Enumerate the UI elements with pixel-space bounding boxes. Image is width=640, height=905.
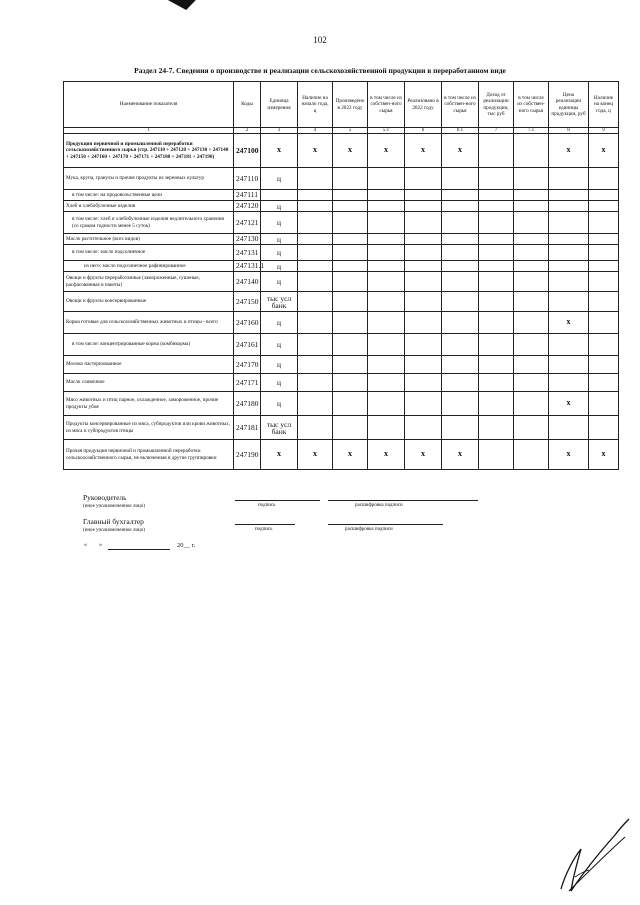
blocked-cell: х xyxy=(405,440,442,470)
input-cell[interactable] xyxy=(549,245,589,261)
header-c6: Реализовано в 2022 году xyxy=(405,82,442,128)
blocked-cell: х xyxy=(589,134,619,168)
column-number: 2 xyxy=(234,128,261,134)
input-cell[interactable] xyxy=(405,168,442,190)
row-code: 247190 xyxy=(234,440,261,470)
table-row xyxy=(64,356,619,374)
table-row xyxy=(64,440,619,470)
input-cell[interactable] xyxy=(405,201,442,212)
corner-mark xyxy=(164,0,196,10)
input-cell[interactable] xyxy=(514,356,549,374)
input-cell[interactable] xyxy=(442,168,479,190)
input-cell[interactable] xyxy=(298,272,333,292)
input-cell[interactable] xyxy=(442,292,479,312)
input-cell[interactable] xyxy=(549,234,589,245)
input-cell[interactable] xyxy=(333,334,368,356)
input-cell[interactable] xyxy=(298,292,333,312)
row-unit: ц xyxy=(261,245,298,261)
header-c9: Наличие на конец года, ц xyxy=(589,82,619,128)
column-number: 3 xyxy=(261,128,298,134)
column-number: 7.1 xyxy=(514,128,549,134)
input-cell[interactable] xyxy=(514,374,549,392)
blocked-cell: х xyxy=(549,392,589,416)
row-unit: ц xyxy=(261,356,298,374)
row-code: 247170 xyxy=(234,356,261,374)
input-cell[interactable] xyxy=(514,312,549,334)
input-cell[interactable] xyxy=(442,374,479,392)
input-cell[interactable] xyxy=(442,312,479,334)
input-cell[interactable] xyxy=(479,134,514,168)
input-cell[interactable] xyxy=(368,234,405,245)
section-table xyxy=(63,81,619,470)
row-code: 247121 xyxy=(234,212,261,234)
input-cell[interactable] xyxy=(333,261,368,272)
input-cell[interactable] xyxy=(368,212,405,234)
input-cell[interactable] xyxy=(333,272,368,292)
column-number: 5.1 xyxy=(368,128,405,134)
table-row xyxy=(64,392,619,416)
header-c5-1: в том числе из собствен-ного сырья xyxy=(368,82,405,128)
input-cell[interactable] xyxy=(405,334,442,356)
table-row xyxy=(64,190,619,201)
input-cell[interactable] xyxy=(589,374,619,392)
accountant-sign-line[interactable] xyxy=(235,524,295,525)
input-cell[interactable] xyxy=(589,392,619,416)
row-code: 247131 xyxy=(234,245,261,261)
input-cell[interactable] xyxy=(298,261,333,272)
header-name: Наименование показателя xyxy=(64,82,234,128)
table-row xyxy=(64,334,619,356)
input-cell[interactable] xyxy=(442,201,479,212)
input-cell[interactable] xyxy=(549,356,589,374)
date-month-line[interactable] xyxy=(108,549,170,550)
input-cell[interactable] xyxy=(549,292,589,312)
row-unit: ц xyxy=(261,392,298,416)
blocked-cell: х xyxy=(333,440,368,470)
column-number: 5 xyxy=(333,128,368,134)
input-cell[interactable] xyxy=(442,416,479,440)
blocked-cell: х xyxy=(333,134,368,168)
row-code: 247181 xyxy=(234,416,261,440)
blocked-cell: х xyxy=(405,134,442,168)
input-cell[interactable] xyxy=(549,261,589,272)
input-cell[interactable] xyxy=(442,392,479,416)
input-cell[interactable] xyxy=(514,190,549,201)
input-cell[interactable] xyxy=(589,245,619,261)
blocked-cell: х xyxy=(549,312,589,334)
input-cell[interactable] xyxy=(589,261,619,272)
input-cell[interactable] xyxy=(333,201,368,212)
input-cell[interactable] xyxy=(298,201,333,212)
input-cell[interactable] xyxy=(405,261,442,272)
row-name: Масло сливочное xyxy=(64,374,234,392)
input-cell[interactable] xyxy=(298,392,333,416)
input-cell[interactable] xyxy=(479,272,514,292)
date-year: 20__ г. xyxy=(177,542,196,549)
header-code: Коды xyxy=(234,82,261,128)
input-cell[interactable] xyxy=(514,440,549,470)
table-row xyxy=(64,201,619,212)
blocked-cell: х xyxy=(549,440,589,470)
input-cell[interactable] xyxy=(333,212,368,234)
header-c6-1: в том числе из собствен-ного сырья xyxy=(442,82,479,128)
input-cell[interactable] xyxy=(549,212,589,234)
input-cell[interactable] xyxy=(368,168,405,190)
input-cell[interactable] xyxy=(442,356,479,374)
table-row xyxy=(64,168,619,190)
row-name: Продукты консервированные из мяса, субпродуктов или крови животных, из мяса и субпродуктов птицы xyxy=(64,416,234,440)
table-row xyxy=(64,272,619,292)
row-code: 247131.1 xyxy=(234,261,261,272)
header-c5: Произведено в 2022 году xyxy=(333,82,368,128)
input-cell[interactable] xyxy=(479,356,514,374)
table-row xyxy=(64,292,619,312)
input-cell[interactable] xyxy=(298,190,333,201)
input-cell[interactable] xyxy=(333,168,368,190)
blocked-cell: х xyxy=(442,440,479,470)
blocked-cell: х xyxy=(549,134,589,168)
blocked-cell: х xyxy=(442,134,479,168)
input-cell[interactable] xyxy=(368,392,405,416)
row-unit: ц xyxy=(261,234,298,245)
input-cell[interactable] xyxy=(514,234,549,245)
row-unit: ц xyxy=(261,312,298,334)
input-cell[interactable] xyxy=(589,416,619,440)
row-name: Молоко пастеризованное xyxy=(64,356,234,374)
input-cell[interactable] xyxy=(368,334,405,356)
input-cell[interactable] xyxy=(479,201,514,212)
input-cell[interactable] xyxy=(298,334,333,356)
row-code: 247150 xyxy=(234,292,261,312)
input-cell[interactable] xyxy=(368,356,405,374)
header-c7: Доход от реализации продукции, тыс руб xyxy=(479,82,514,128)
row-code: 247171 xyxy=(234,374,261,392)
input-cell[interactable] xyxy=(589,168,619,190)
input-cell[interactable] xyxy=(514,292,549,312)
input-cell[interactable] xyxy=(405,245,442,261)
row-name: Продукция первичной и промышленной переработки сельскохозяйственного сырья (стр. 247110 + 247120 + 247130 + 247140 + 247150 + 247160 + 247170 + 247171 + 247180 + 247181 + 247190) xyxy=(64,134,234,168)
column-number: 9 xyxy=(589,128,619,134)
input-cell[interactable] xyxy=(479,190,514,201)
input-cell[interactable] xyxy=(298,374,333,392)
input-cell[interactable] xyxy=(368,374,405,392)
row-code: 247110 xyxy=(234,168,261,190)
input-cell[interactable] xyxy=(298,416,333,440)
header-c4: Наличие на начало года, ц xyxy=(298,82,333,128)
row-name: в том числе: хлеб и хлебобулочные изделия недлительного хранения (со сроком годности менее 5 суток) xyxy=(64,212,234,234)
input-cell[interactable] xyxy=(589,212,619,234)
section-title: Раздел 24-7. Сведения о производстве и реализации сельскохозяйственной продукции в переработанном виде xyxy=(134,66,506,75)
input-cell[interactable] xyxy=(514,392,549,416)
input-cell[interactable] xyxy=(479,234,514,245)
date-close-quote: » xyxy=(99,542,102,548)
table-row xyxy=(64,261,619,272)
input-cell[interactable] xyxy=(405,416,442,440)
row-unit: ц xyxy=(261,374,298,392)
input-cell[interactable] xyxy=(368,292,405,312)
input-cell[interactable] xyxy=(298,356,333,374)
row-code: 247180 xyxy=(234,392,261,416)
input-cell[interactable] xyxy=(368,416,405,440)
input-cell[interactable] xyxy=(479,440,514,470)
input-cell[interactable] xyxy=(405,356,442,374)
blocked-cell: х xyxy=(368,134,405,168)
input-cell[interactable] xyxy=(442,234,479,245)
accountant-sign-label: подпись xyxy=(255,527,273,532)
input-cell[interactable] xyxy=(479,334,514,356)
input-cell[interactable] xyxy=(479,292,514,312)
date-open-quote: « xyxy=(84,542,87,548)
input-cell[interactable] xyxy=(589,312,619,334)
input-cell[interactable] xyxy=(514,261,549,272)
row-name: Масло растительное (всех видов) xyxy=(64,234,234,245)
header-c8: Цена реализации единицы продукции, руб xyxy=(549,82,589,128)
row-code: 247161 xyxy=(234,334,261,356)
table-row xyxy=(64,374,619,392)
row-name: в том числе: концентрированные корма (комбикорма) xyxy=(64,334,234,356)
row-name: Овощи и фрукты переработанные (замороженные, сушеные, расфасованные в пакеты) xyxy=(64,272,234,292)
row-name: в том числе: на продовольственные цели xyxy=(64,190,234,201)
column-number: 7 xyxy=(479,128,514,134)
column-number: 8 xyxy=(549,128,589,134)
input-cell[interactable] xyxy=(479,261,514,272)
row-unit: ц xyxy=(261,272,298,292)
input-cell[interactable] xyxy=(405,272,442,292)
row-code: 247140 xyxy=(234,272,261,292)
row-unit: тыс усл банк xyxy=(261,292,298,312)
input-cell[interactable] xyxy=(368,312,405,334)
row-code: 247111 xyxy=(234,190,261,201)
input-cell[interactable] xyxy=(333,190,368,201)
row-unit: х xyxy=(261,134,298,168)
input-cell[interactable] xyxy=(514,416,549,440)
input-cell[interactable] xyxy=(442,245,479,261)
accountant-decode-line[interactable] xyxy=(328,524,443,525)
row-unit: ц xyxy=(261,168,298,190)
head-decode-label: расшифровка подписи xyxy=(355,503,403,508)
input-cell[interactable] xyxy=(298,245,333,261)
row-name: Мясо животных и птиц парное, охлажденное, замороженное, прочие продукты убоя xyxy=(64,392,234,416)
input-cell[interactable] xyxy=(442,272,479,292)
input-cell[interactable] xyxy=(405,212,442,234)
input-cell[interactable] xyxy=(333,374,368,392)
input-cell[interactable] xyxy=(589,234,619,245)
input-cell[interactable] xyxy=(368,272,405,292)
input-cell[interactable] xyxy=(442,261,479,272)
input-cell[interactable] xyxy=(298,312,333,334)
header-unit: Единица измерения xyxy=(261,82,298,128)
table-row xyxy=(64,312,619,334)
input-cell[interactable] xyxy=(333,392,368,416)
input-cell[interactable] xyxy=(479,168,514,190)
column-number: 6.1 xyxy=(442,128,479,134)
input-cell[interactable] xyxy=(549,168,589,190)
row-name: Овощи и фрукты консервированные xyxy=(64,292,234,312)
input-cell[interactable] xyxy=(514,334,549,356)
blocked-cell: х xyxy=(589,440,619,470)
row-name: Хлеб и хлебобулочные изделия xyxy=(64,201,234,212)
input-cell[interactable] xyxy=(333,234,368,245)
row-unit: ц xyxy=(261,212,298,234)
input-cell[interactable] xyxy=(514,134,549,168)
table-row xyxy=(64,416,619,440)
head-sublabel: (иное уполномоченное лицо) xyxy=(83,504,145,509)
input-cell[interactable] xyxy=(333,416,368,440)
input-cell[interactable] xyxy=(514,168,549,190)
accountant-sublabel: (иное уполномоченное лицо) xyxy=(83,528,145,533)
column-number: 6 xyxy=(405,128,442,134)
table-row xyxy=(64,245,619,261)
head-sign-label: подпись xyxy=(258,503,276,508)
input-cell[interactable] xyxy=(298,168,333,190)
input-cell[interactable] xyxy=(479,392,514,416)
row-unit: ц xyxy=(261,261,298,272)
row-name: в том числе: масло подсолнечное xyxy=(64,245,234,261)
row-name: Мука, крупа, гранулы и прочие продукты из зерновых культур xyxy=(64,168,234,190)
input-cell[interactable] xyxy=(368,201,405,212)
blocked-cell: х xyxy=(298,440,333,470)
accountant-decode-label: расшифровка подписи xyxy=(345,527,393,532)
input-cell[interactable] xyxy=(368,190,405,201)
row-name: Корма готовые для сельскохозяйственных животных и птицы - всего xyxy=(64,312,234,334)
row-name: Прочая продукция первичной и промышленной переработки сельскохозяйственного сырья, не включенная в другие группировки xyxy=(64,440,234,470)
input-cell[interactable] xyxy=(549,201,589,212)
row-code: 247100 xyxy=(234,134,261,168)
input-cell[interactable] xyxy=(589,334,619,356)
input-cell[interactable] xyxy=(479,245,514,261)
column-number: 1 xyxy=(64,128,234,134)
table-row xyxy=(64,234,619,245)
input-cell[interactable] xyxy=(479,416,514,440)
input-cell[interactable] xyxy=(514,245,549,261)
input-cell[interactable] xyxy=(549,374,589,392)
input-cell[interactable] xyxy=(479,374,514,392)
input-cell[interactable] xyxy=(405,374,442,392)
input-cell[interactable] xyxy=(333,356,368,374)
row-name: из него: масло подсолнечное рафинированное xyxy=(64,261,234,272)
blocked-cell: х xyxy=(298,134,333,168)
row-code: 247130 xyxy=(234,234,261,245)
input-cell[interactable] xyxy=(442,190,479,201)
input-cell[interactable] xyxy=(333,312,368,334)
blocked-cell: х xyxy=(368,440,405,470)
head-sign-line[interactable] xyxy=(235,500,320,501)
input-cell[interactable] xyxy=(479,312,514,334)
input-cell[interactable] xyxy=(549,416,589,440)
input-cell[interactable] xyxy=(442,334,479,356)
input-cell[interactable] xyxy=(514,201,549,212)
handwritten-signature xyxy=(555,815,635,895)
input-cell[interactable] xyxy=(514,212,549,234)
input-cell[interactable] xyxy=(479,212,514,234)
row-code: 247160 xyxy=(234,312,261,334)
input-cell[interactable] xyxy=(298,234,333,245)
row-unit: тыс усл банк xyxy=(261,416,298,440)
table-row xyxy=(64,134,619,168)
input-cell[interactable] xyxy=(405,312,442,334)
row-code: 247120 xyxy=(234,201,261,212)
input-cell[interactable] xyxy=(333,245,368,261)
input-cell[interactable] xyxy=(405,234,442,245)
input-cell[interactable] xyxy=(589,272,619,292)
input-cell[interactable] xyxy=(589,292,619,312)
row-unit: ц xyxy=(261,334,298,356)
input-cell[interactable] xyxy=(298,212,333,234)
accountant-label: Главный бухгалтер xyxy=(83,517,144,526)
row-unit: х xyxy=(261,440,298,470)
input-cell[interactable] xyxy=(368,245,405,261)
input-cell[interactable] xyxy=(405,190,442,201)
head-decode-line[interactable] xyxy=(328,500,478,501)
input-cell[interactable] xyxy=(514,272,549,292)
header-c7-1: в том числе из собствен-ного сырья xyxy=(514,82,549,128)
input-cell[interactable] xyxy=(549,190,589,201)
row-unit xyxy=(261,190,298,201)
column-number: 4 xyxy=(298,128,333,134)
input-cell[interactable] xyxy=(405,292,442,312)
input-cell[interactable] xyxy=(368,261,405,272)
table-row xyxy=(64,212,619,234)
input-cell[interactable] xyxy=(549,272,589,292)
input-cell[interactable] xyxy=(549,334,589,356)
input-cell[interactable] xyxy=(589,356,619,374)
page-number: 102 xyxy=(313,35,327,45)
input-cell[interactable] xyxy=(589,201,619,212)
input-cell[interactable] xyxy=(589,190,619,201)
head-label: Руководитель xyxy=(83,493,127,502)
input-cell[interactable] xyxy=(442,212,479,234)
input-cell[interactable] xyxy=(333,292,368,312)
input-cell[interactable] xyxy=(405,392,442,416)
row-unit: ц xyxy=(261,201,298,212)
